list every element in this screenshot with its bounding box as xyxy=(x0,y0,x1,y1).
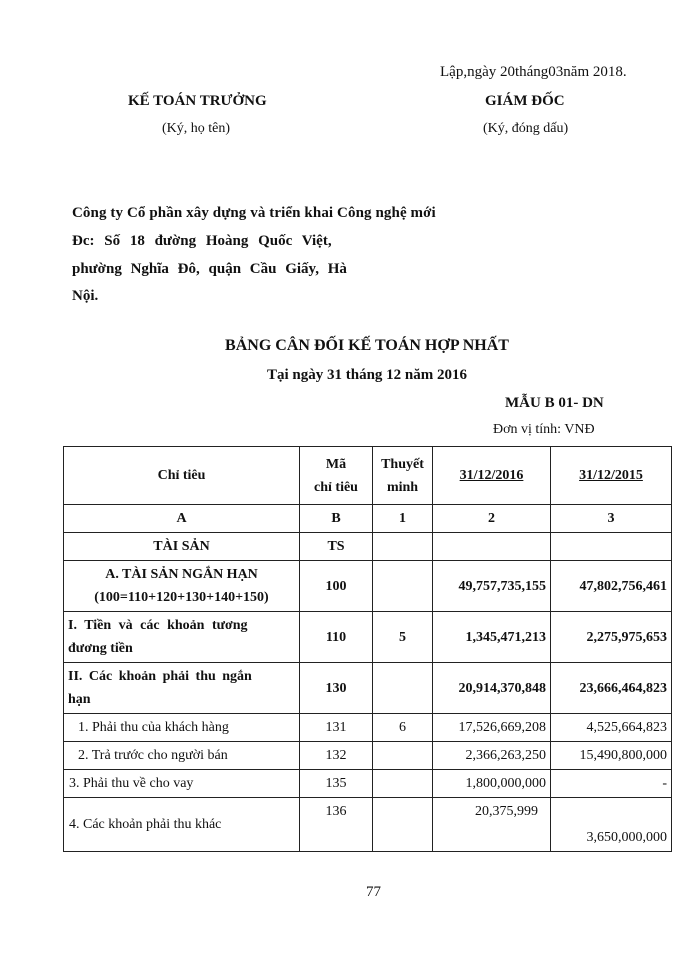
table-row xyxy=(64,663,672,714)
header-code-line2: chỉ tiêu xyxy=(314,479,358,495)
row-label-line2: (100=110+120+130+140+150) xyxy=(94,590,269,605)
row-value-2016: 20,375,999 xyxy=(433,798,551,852)
row-value-2015: - xyxy=(551,770,672,798)
row-label-line1: A. TÀI SẢN NGẮN HẠN xyxy=(105,567,258,582)
table-row xyxy=(64,612,672,663)
director-title: GIÁM ĐỐC xyxy=(485,93,565,109)
index-cell: 2 xyxy=(433,505,551,533)
chief-accountant-sub: (Ký, họ tên) xyxy=(162,121,231,136)
company-address-line3: Nội. xyxy=(72,288,99,304)
row-value-2016: 1,345,471,213 xyxy=(433,612,551,663)
place-date: Lập,ngày 20tháng03năm 2018. xyxy=(440,64,627,80)
director-sub: (Ký, đóng dấu) xyxy=(483,121,569,136)
row-label xyxy=(64,663,300,714)
row-code: 132 xyxy=(300,742,373,770)
header-code-line1: Mã xyxy=(325,456,347,472)
row-note xyxy=(373,561,433,612)
chief-accountant-title: KẾ TOÁN TRƯỞNG xyxy=(128,93,267,109)
table-row xyxy=(64,798,672,852)
row-code: 131 xyxy=(300,714,373,742)
header-note-line1: Thuyết xyxy=(381,456,424,472)
row-value-2016: 20,914,370,848 xyxy=(433,663,551,714)
currency-unit: Đơn vị tính: VNĐ xyxy=(493,422,595,437)
header-note-line2: minh xyxy=(386,479,419,495)
row-value-2016: 49,757,735,155 xyxy=(433,561,551,612)
row-code: 130 xyxy=(300,663,373,714)
row-label xyxy=(64,612,300,663)
row-value-2015: 2,275,975,653 xyxy=(551,612,672,663)
company-name: Công ty Cổ phần xây dựng và triển khai Công nghệ mới xyxy=(72,205,436,221)
row-label xyxy=(64,561,300,612)
header-2015 xyxy=(551,447,672,505)
header-code xyxy=(300,447,373,505)
row-value-2016: 2,366,263,250 xyxy=(433,742,551,770)
row-note xyxy=(373,742,433,770)
row-code: 100 xyxy=(300,561,373,612)
row-label-line2: hạn xyxy=(68,692,91,707)
row-label: 1. Phải thu của khách hàng xyxy=(64,714,300,742)
row-value-2015: 3,650,000,000 xyxy=(551,798,672,852)
section-row xyxy=(64,533,672,561)
balance-sheet-table xyxy=(63,446,672,852)
index-cell: 1 xyxy=(373,505,433,533)
row-label-line2: đương tiền xyxy=(68,641,133,656)
header-2015-label: 31/12/2015 xyxy=(579,468,643,483)
report-date: Tại ngày 31 tháng 12 năm 2016 xyxy=(266,367,468,383)
section-2016 xyxy=(433,533,551,561)
header-indicator: Chỉ tiêu xyxy=(64,447,300,505)
row-label-line1: II. Các khoản phải thu ngắn xyxy=(68,669,252,684)
row-note xyxy=(373,770,433,798)
section-note xyxy=(373,533,433,561)
company-address-line1: Đc: Số 18 đường Hoàng Quốc Việt, xyxy=(72,233,332,249)
company-address-line2: phường Nghĩa Đô, quận Cầu Giấy, Hà xyxy=(72,261,347,277)
row-code: 110 xyxy=(300,612,373,663)
table-row xyxy=(64,714,672,742)
row-note xyxy=(373,663,433,714)
row-note: 5 xyxy=(373,612,433,663)
row-value-2016: 1,800,000,000 xyxy=(433,770,551,798)
table-row xyxy=(64,770,672,798)
row-label: 3. Phải thu về cho vay xyxy=(64,770,300,798)
header-row xyxy=(64,447,672,505)
row-note: 6 xyxy=(373,714,433,742)
row-value-2015: 15,490,800,000 xyxy=(551,742,672,770)
header-note xyxy=(373,447,433,505)
form-code: MẪU B 01- DN xyxy=(505,395,604,411)
index-cell: B xyxy=(300,505,373,533)
index-row xyxy=(64,505,672,533)
row-label-line1: I. Tiền và các khoản tương xyxy=(68,618,248,633)
section-code: TS xyxy=(300,533,373,561)
report-title: BẢNG CÂN ĐỐI KẾ TOÁN HỢP NHẤT xyxy=(225,337,509,354)
index-cell: 3 xyxy=(551,505,672,533)
row-label: 4. Các khoản phải thu khác xyxy=(64,798,300,852)
section-label: TÀI SẢN xyxy=(64,533,300,561)
row-value-2016: 17,526,669,208 xyxy=(433,714,551,742)
section-2015 xyxy=(551,533,672,561)
row-code: 136 xyxy=(300,798,373,852)
row-value-2015: 23,666,464,823 xyxy=(551,663,672,714)
row-code: 135 xyxy=(300,770,373,798)
page-number: 77 xyxy=(366,884,381,900)
index-cell: A xyxy=(64,505,300,533)
row-label: 2. Trả trước cho người bán xyxy=(64,742,300,770)
header-2016 xyxy=(433,447,551,505)
header-2016-label: 31/12/2016 xyxy=(459,468,524,483)
row-value-2015: 4,525,664,823 xyxy=(551,714,672,742)
table-row xyxy=(64,742,672,770)
row-note xyxy=(373,798,433,852)
row-value-2015: 47,802,756,461 xyxy=(551,561,672,612)
table-row xyxy=(64,561,672,612)
